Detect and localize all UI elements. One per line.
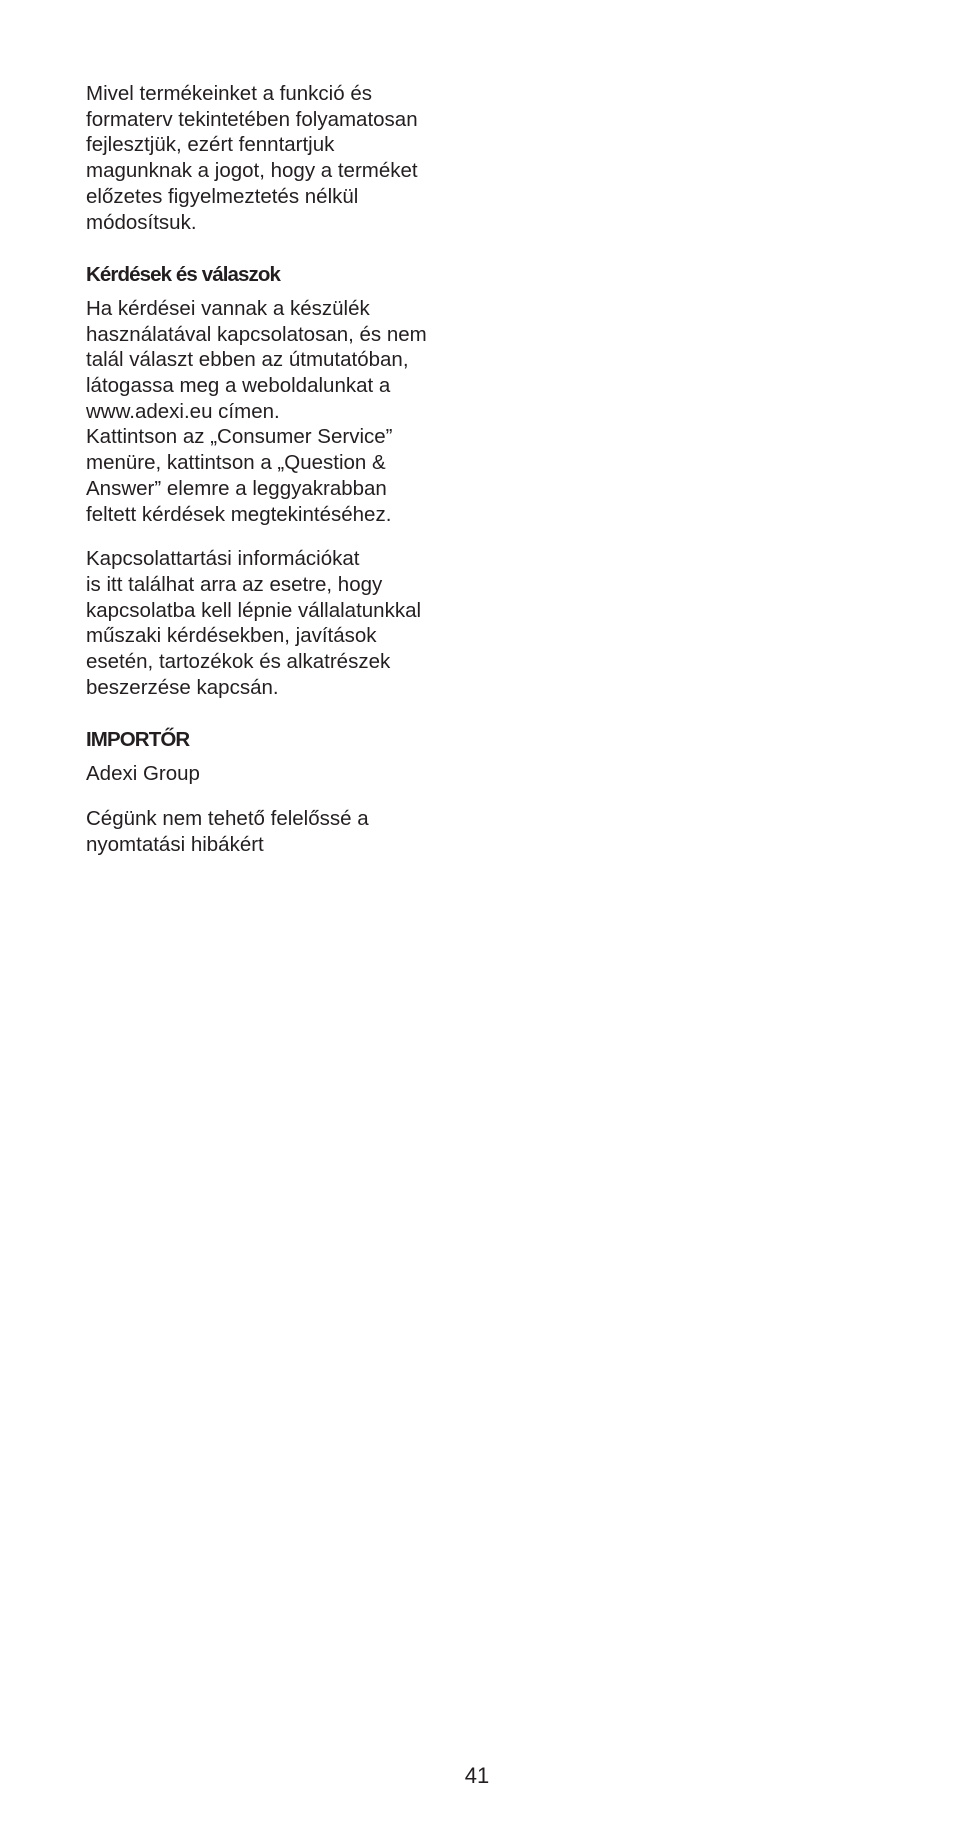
importer-heading: IMPORTŐR (86, 728, 190, 752)
disclaimer-paragraph: Cégünk nem tehető felelőssé a nyomtatási hibákért (86, 806, 369, 856)
qa-heading: Kérdések és válaszok (86, 263, 280, 287)
intro-paragraph: Mivel termékeinket a funkció és formaterv tekintetében folyamatosan fejlesztjük, ezért fenntartjuk magunknak a jogot, hogy a terméket előzetes figyelmeztetés nélkül módosítsuk. (86, 82, 418, 234)
qa-paragraph-1: Ha kérdései vannak a készülék használatával kapcsolatosan, és nem talál választ ebben az útmutatóban, látogassa meg a weboldalunkat a www.adexi.eu címen. Kattintson az „Consumer Service” menüre, kattintson a „Question & Answer” elemre a leggyakrabban feltett kérdések megtekintéséhez. (86, 296, 427, 526)
page-number: 41 (464, 1763, 490, 1788)
importer-name: Adexi Group (86, 762, 200, 786)
text-column (86, 81, 456, 857)
qa-paragraph-2: Kapcsolattartási információkat is itt találhat arra az esetre, hogy kapcsolatba kell lépnie vállalatunkkal műszaki kérdésekben, javítások esetén, tartozékok és alkatrészek beszerzése kapcsán. (86, 547, 422, 699)
